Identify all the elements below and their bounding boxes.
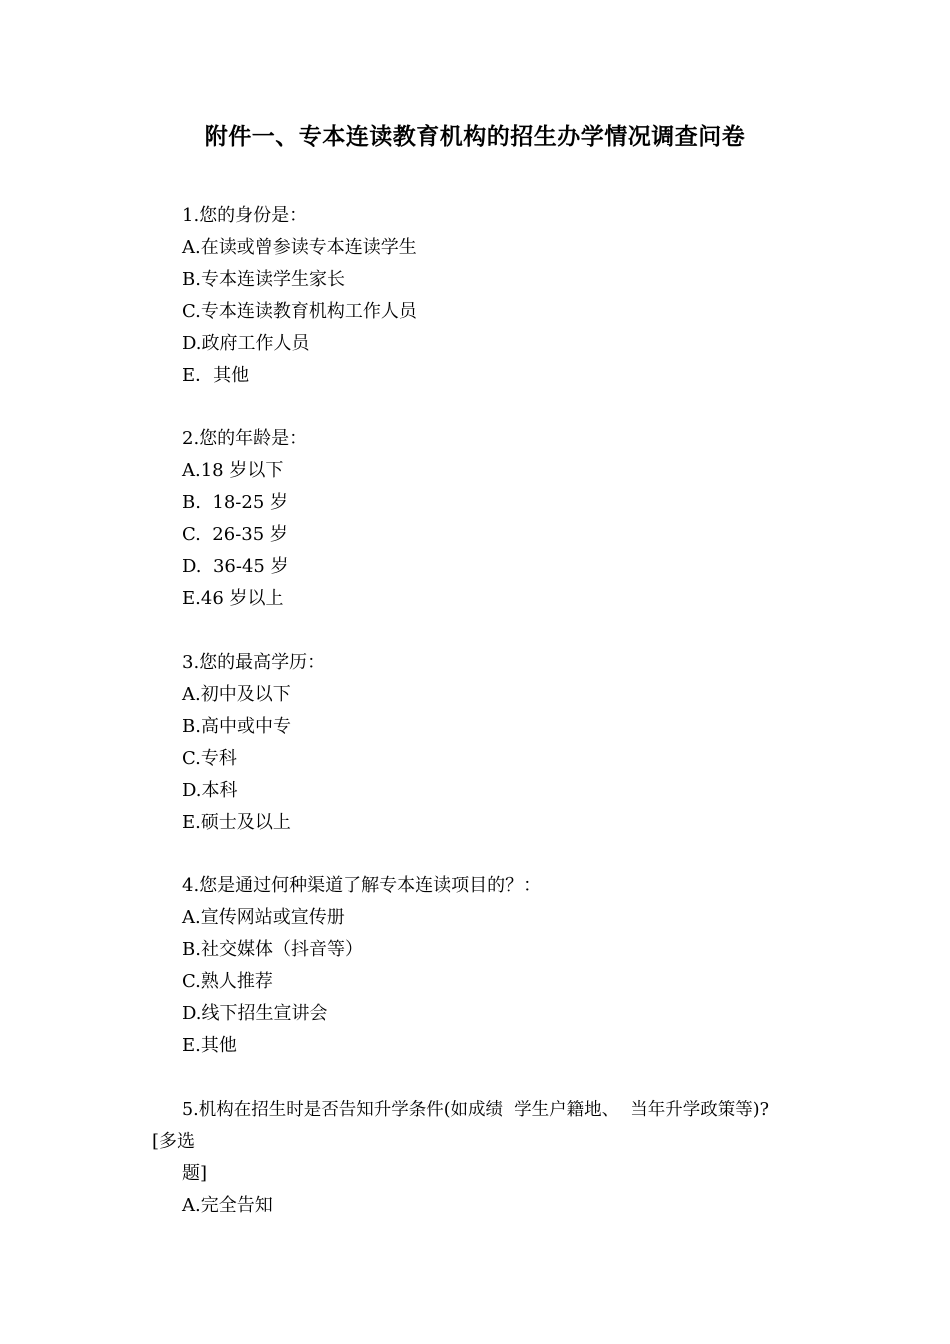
question-4-prompt: 4.您是通过何种渠道了解专本连读项目的？：	[182, 875, 542, 896]
question-2-option-b: B. 18-25 岁	[182, 492, 289, 513]
question-2-option-d: D. 36-45 岁	[182, 556, 289, 577]
question-2-option-a: A.18 岁以下	[182, 460, 284, 481]
question-5-option-a: A.完全告知	[182, 1195, 273, 1216]
document-title: 附件一、专本连读教育机构的招生办学情况调查问卷	[204, 124, 746, 150]
question-1-prompt: 1.您的身份是：	[182, 205, 308, 226]
question-4-option-e: E.其他	[182, 1035, 237, 1056]
question-4-option-d: D.线下招生宣讲会	[182, 1003, 328, 1024]
question-1-option-c: C.专本连读教育机构工作人员	[182, 301, 417, 322]
question-1-option-a: A.在读或曾参读专本连读学生	[182, 237, 417, 258]
question-4-option-c: C.熟人推荐	[182, 971, 273, 992]
question-5-prompt: 5.机构在招生时是否告知升学条件(如成绩 学生户籍地、 当年升学政策等)?	[182, 1100, 769, 1120]
question-5-prompt-cont: [多选	[152, 1131, 196, 1152]
question-1-option-b: B.专本连读学生家长	[182, 269, 345, 290]
question-3-option-e: E.硕士及以上	[182, 812, 291, 833]
question-3-option-b: B.高中或中专	[182, 716, 291, 737]
question-2-option-e: E.46 岁以上	[182, 588, 284, 609]
question-1-option-d: D.政府工作人员	[182, 333, 310, 354]
question-3-option-a: A.初中及以下	[182, 684, 291, 705]
question-3-prompt: 3.您的最高学历：	[182, 652, 326, 673]
question-4-option-a: A.宣传网站或宣传册	[182, 907, 345, 928]
question-2-prompt: 2.您的年龄是：	[182, 428, 308, 449]
question-2-option-c: C. 26-35 岁	[182, 524, 288, 545]
question-5-prompt-cont-2: 题]	[182, 1163, 208, 1184]
question-4-option-b: B.社交媒体（抖音等）	[182, 939, 363, 960]
question-3-option-d: D.本科	[182, 780, 238, 801]
question-3-option-c: C.专科	[182, 748, 237, 769]
question-1-option-e: E．其他	[182, 365, 250, 386]
